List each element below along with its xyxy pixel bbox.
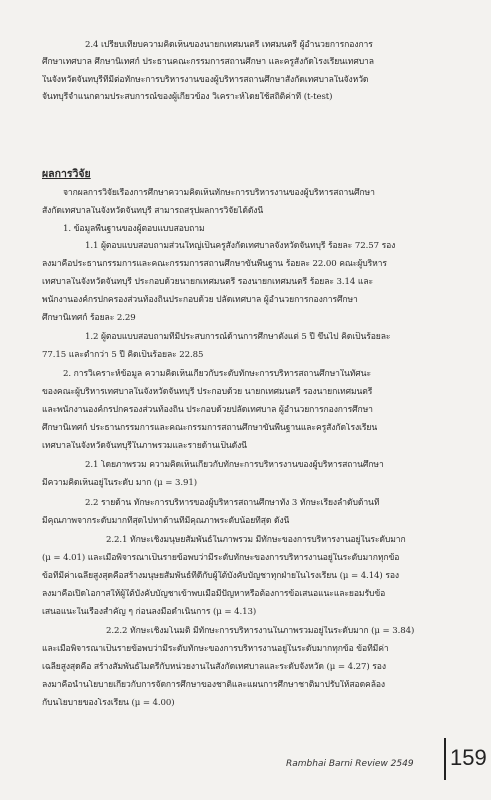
- text-line: มีคุณภาพจากระดับมากที่สุดไปหาด้านที่มีคุณภาพระดับน้อยที่สุด ดังนี้: [42, 516, 290, 526]
- text-line: 1.1 ผู้ตอบแบบสอบถามส่วนใหญ่เป็นครูสังกัดเทศบาลจังหวัดจันทบุรี ร้อยละ 72.57 รอง: [85, 241, 396, 251]
- text-line: ศึกษานิเทศก์ ร้อยละ 2.29: [42, 313, 136, 323]
- text-line: เทศบาลในจังหวัดจันทบุรีในภาพรวมและรายด้านเป็นดังนี้: [42, 441, 247, 451]
- text-line: 2.2.2 ทักษะเชิงมโนมติ มีทักษะการบริหารงานในภาพรวมอยู่ในระดับมาก (μ = 3.84): [106, 626, 415, 636]
- text-line: และเมื่อพิจารณาเป็นรายข้อพบว่ามีระดับทักษะของการบริหารงานอยู่ในระดับมากทุกข้อ ข้อที่มีค่า: [42, 644, 389, 654]
- text-line: ในจังหวัดจันทบุรีที่มีต่อทักษะการบริหารงานของผู้บริหารสถานศึกษาสังกัดเทศบาลในจังหวัด: [42, 75, 369, 85]
- text-line: ของคณะผู้บริหารเทศบาลในจังหวัดจันทบุรี ประกอบด้วย นายกเทศมนตรี รองนายกเทศมนตรี: [42, 387, 373, 397]
- text-line: ลงมาคือประธานกรรมการและคณะกรรมการสถานศึกษาขั้นพื้นฐาน ร้อยละ 22.00 คณะผู้บริหาร: [42, 259, 387, 269]
- text-line: 1.2 ผู้ตอบแบบสอบถามที่มีประสบการณ์ด้านการศึกษาตั้งแต่ 5 ปี ขึ้นไป คิดเป็นร้อยละ: [85, 332, 391, 342]
- text-line: เสนอแนะในเรื่องสำคัญ ๆ ก่อนลงมือดำเนินการ (μ = 4.13): [42, 607, 257, 617]
- text-line: พนักงานองค์กรปกครองส่วนท้องถิ่นประกอบด้วย ปลัดเทศบาล ผู้อำนวยการกองการศึกษา: [42, 295, 358, 305]
- text-line: ศึกษานิเทศก์ ประธานกรรมการและคณะกรรมการสถานศึกษาขั้นพื้นฐานและครูสังกัดโรงเรียน: [42, 423, 378, 433]
- text-line: (μ = 4.01) และเมื่อพิจารณาเป็นรายข้อพบว่ามีระดับทักษะของการบริหารงานอยู่ในระดับมากทุกข้อ: [42, 553, 400, 563]
- text-line: 2.2.1 ทักษะเชิงมนุษยสัมพันธ์ในภาพรวม มีทักษะของการบริหารงานอยู่ในระดับมาก: [106, 535, 406, 545]
- text-line: จากผลการวิจัยเรื่องการศึกษาความคิดเห็นทักษะการบริหารงานของผู้บริหารสถานศึกษา: [63, 188, 375, 198]
- text-line: ลงมาคือนำนโยบายเกี่ยวกับการจัดการศึกษาของชาติและแผนการศึกษาชาติมาปรับให้สอดคล้อง: [42, 680, 386, 690]
- text-line: จันทบุรีจำแนกตามประสบการณ์ของผู้เกี่ยวข้อง วิเคราะห์โดยใช้สถิติค่าที (t-test): [42, 92, 333, 102]
- footer-caption: Rambhai Barni Review 2549: [286, 759, 414, 769]
- text-line: ศึกษาเทศบาล ศึกษานิเทศก์ ประธานคณะกรรมการสถานศึกษา และครูสังกัดโรงเรียนเทศบาล: [42, 57, 374, 67]
- text-line: เฉลี่ยสูงสุดคือ สร้างสัมพันธ์ไมตรีกับหน่วยงานในสังกัดเทศบาลและระดับจังหวัด (μ = 4.27) รอง: [42, 662, 386, 672]
- page-number: 159: [450, 745, 487, 770]
- text-line: 77.15 และต่ำกว่า 5 ปี คิดเป็นร้อยละ 22.85: [42, 350, 204, 360]
- text-line: ลงมาคือเปิดโอกาสให้ผู้ใต้บังคับบัญชาเข้าพบเมื่อมีปัญหาหรือต้องการข้อเสนอแนะและยอมรับข้อ: [42, 589, 386, 599]
- text-line: 1. ข้อมูลพื้นฐานของผู้ตอบแบบสอบถาม: [63, 224, 205, 234]
- text-line: ข้อที่มีค่าเฉลี่ยสูงสุดคือสร้างมนุษยสัมพันธ์ที่ดีกับผู้ใต้บังคับบัญชาทุกฝ่ายในโรงเรียน (μ = 4.14) รอง: [42, 571, 399, 581]
- text-line: 2. การวิเคราะห์ข้อมูล ความคิดเห็นเกี่ยวกับระดับทักษะการบริหารสถานศึกษาในทัศนะ: [63, 369, 371, 379]
- text-line: และพนักงานองค์กรปกครองส่วนท้องถิ่น ประกอบด้วยปลัดเทศบาล ผู้อำนวยการกองการศึกษา: [42, 405, 373, 415]
- section-heading: ผลการวิจัย: [42, 168, 91, 180]
- text-line: 2.4 เปรียบเทียบความคิดเห็นของนายกเทศมนตรี เทศมนตรี ผู้อำนวยการกองการ: [85, 40, 373, 50]
- footer-divider: [444, 738, 446, 780]
- text-line: สังกัดเทศบาลในจังหวัดจันทบุรี สามารถสรุปผลการวิจัยได้ดังนี้: [42, 206, 264, 216]
- text-line: มีความคิดเห็นอยู่ในระดับ มาก (μ = 3.91): [42, 478, 198, 488]
- text-line: กับนโยบายของโรงเรียน (μ = 4.00): [42, 698, 175, 708]
- text-line: 2.1 โดยภาพรวม ความคิดเห็นเกี่ยวกับทักษะการบริหารงานของผู้บริหารสถานศึกษา: [85, 460, 384, 470]
- text-line: เทศบาลในจังหวัดจันทบุรี ประกอบด้วยนายกเทศมนตรี รองนายกเทศมนตรี ร้อยละ 3.14 และ: [42, 277, 374, 287]
- text-line: 2.2 รายด้าน ทักษะการบริหารของผู้บริหารสถานศึกษาทั้ง 3 ทักษะเรียงลำดับด้านที่: [85, 498, 380, 508]
